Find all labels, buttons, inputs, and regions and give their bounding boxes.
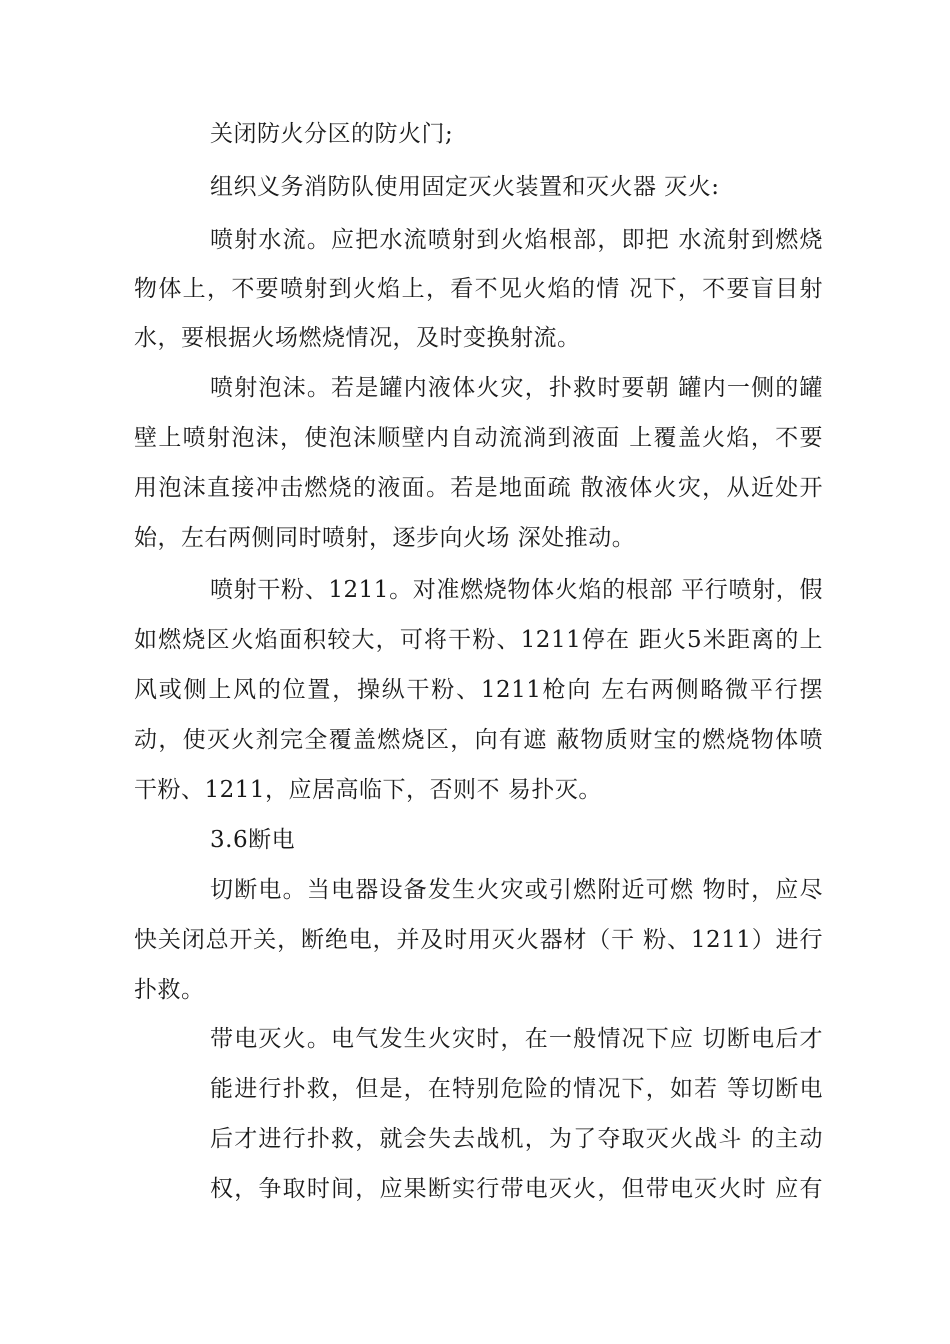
text-line: 能进行扑救，但是，在特别危险的情况下，如若 等切断电 (210, 1076, 823, 1102)
text-line: 喷射泡沫。若是罐内液体火灾，扑救时要朝 罐内一侧的罐 (210, 375, 823, 401)
text-line: 喷射干粉、1211。对准燃烧物体火焰的根部 平行喷射，假 (210, 577, 823, 603)
text-line: 扑救。 (134, 977, 205, 1003)
text-line: 快关闭总开关，断绝电，并及时用灭火器材（干 粉、1211）进行 (134, 927, 823, 953)
section-heading: 3.6断电 (210, 827, 296, 853)
text-line: 权，争取时间，应果断实行带电灭火，但带电灭火时 应有 (210, 1176, 823, 1202)
text-line: 后才进行扑救，就会失去战机，为了夺取灭火战斗 的主动 (210, 1126, 823, 1152)
text-line: 用泡沫直接冲击燃烧的液面。若是地面疏 散液体火灾，从近处开 (134, 475, 823, 501)
text-line: 干粉、1211，应居高临下，否则不 易扑灭。 (134, 777, 602, 803)
text-line: 带电灭火。电气发生火灾时，在一般情况下应 切断电后才 (210, 1026, 823, 1052)
text-line: 切断电。当电器设备发生火灾或引燃附近可燃 物时，应尽 (210, 877, 823, 903)
text-line: 风或侧上风的位置，操纵干粉、1211枪向 左右两侧略微平行摆 (134, 677, 823, 703)
text-line: 喷射水流。应把水流喷射到火焰根部，即把 水流射到燃烧 (210, 227, 823, 253)
text-line: 如燃烧区火焰面积较大，可将干粉、1211停在 距火5米距离的上 (134, 627, 823, 653)
text-line: 动，使灭火剂完全覆盖燃烧区，向有遮 蔽物质财宝的燃烧物体喷 (134, 727, 823, 753)
text-line: 组织义务消防队使用固定灭火装置和灭火器 灭火: (210, 174, 720, 200)
text-line: 水，要根据火场燃烧情况，及时变换射流。 (134, 325, 581, 351)
text-line: 始，左右两侧同时喷射，逐步向火场 深处推动。 (134, 525, 636, 551)
text-line: 物体上，不要喷射到火焰上，看不见火焰的情 况下，不要盲目射 (134, 276, 823, 302)
text-line: 壁上喷射泡沫，使泡沫顺壁内自动流淌到液面 上覆盖火焰，不要 (134, 425, 823, 451)
text-line: 关闭防火分区的防火门; (210, 121, 454, 147)
